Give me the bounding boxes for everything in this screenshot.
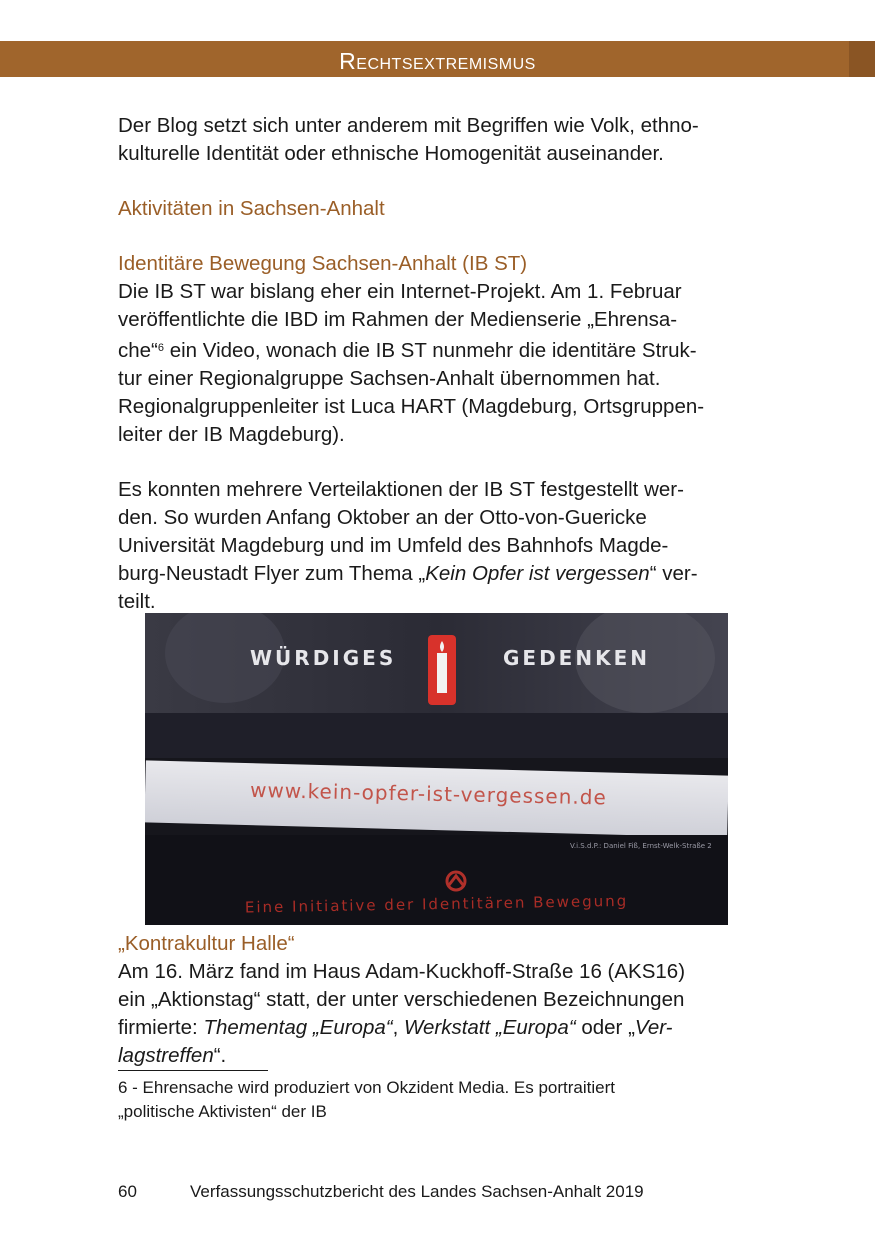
- page-footer: [118, 1182, 644, 1202]
- ib-paragraph-1: Die IB ST war bislang eher ein Internet-Projekt. Am 1. Februar veröffentlichte die IBD im Rahmen der Medienserie „Ehrensa- che“$^6$ ein Video, wonach die IB ST nunmehr die identitäre Struk- tur einer Regionalgruppe Sachsen-Anhalt übernommen hat. Regionalgruppenleiter ist Luca HART (Magdeburg, Ortsgruppen- leiter der IB Magdeburg).: [118, 280, 705, 446]
- kontrakultur-heading: „Kontrakultur Halle“: [118, 932, 295, 955]
- intro-paragraph: Der Blog setzt sich unter anderem mit Begriffen wie Volk, ethno- kulturelle Identität oder ethnische Homogenität auseinander.: [118, 114, 699, 165]
- flyer-text-right: GEDENKEN: [503, 646, 650, 670]
- flyer-imprint: V.i.S.d.P.: Daniel Fiß, Ernst-Welk-Straße 2: [570, 842, 712, 850]
- flyer-photo: [145, 613, 728, 925]
- footer-text: Verfassungsschutzbericht des Landes Sachsen-Anhalt 2019: [190, 1182, 644, 1201]
- section-heading: Aktivitäten in Sachsen-Anhalt: [118, 197, 385, 220]
- ib-paragraph-2: Es konnten mehrere Verteilaktionen der IB ST festgestellt wer- den. So wurden Anfang Oktober an der Otto-von-Guericke Universität Magdeburg und im Umfeld des Bahnhofs Magde- burg-Neustadt Flyer zum Thema „Kein Opfer ist vergessen“ ver- teilt.: [118, 478, 698, 613]
- footnote-ref[interactable]: 6: [157, 342, 165, 354]
- header-tab-marker: [849, 41, 875, 77]
- footnote: 6 - Ehrensache wird produziert von Okzident Media. Es portraitiert „politische Aktivisten“ der IB: [118, 1078, 616, 1121]
- main-text: [118, 112, 758, 616]
- kontrakultur-paragraph: Am 16. März fand im Haus Adam-Kuckhoff-Straße 16 (AKS16) ein „Aktionstag“ statt, der unter verschiedenen Bezeichnungen firmierte: Thementag „Europa“, Werkstatt „Europa“ oder „Ver- lagstreffen“.: [118, 960, 686, 1067]
- footnote-divider: [118, 1070, 268, 1071]
- flyer-url: www.kein-opfer-ist-vergessen.de: [249, 777, 608, 810]
- flyer-text-left: WÜRDIGES: [250, 646, 397, 670]
- ib-heading: Identitäre Bewegung Sachsen-Anhalt (IB ST): [118, 252, 528, 275]
- chapter-title: Rechtsextremismus: [339, 48, 536, 74]
- page-number: 60: [118, 1182, 137, 1201]
- kontrakultur-section: [118, 930, 758, 1070]
- chapter-header-bar: [0, 41, 875, 77]
- flyer-bottom-text: Eine Initiative der Identitären Bewegung: [244, 891, 629, 917]
